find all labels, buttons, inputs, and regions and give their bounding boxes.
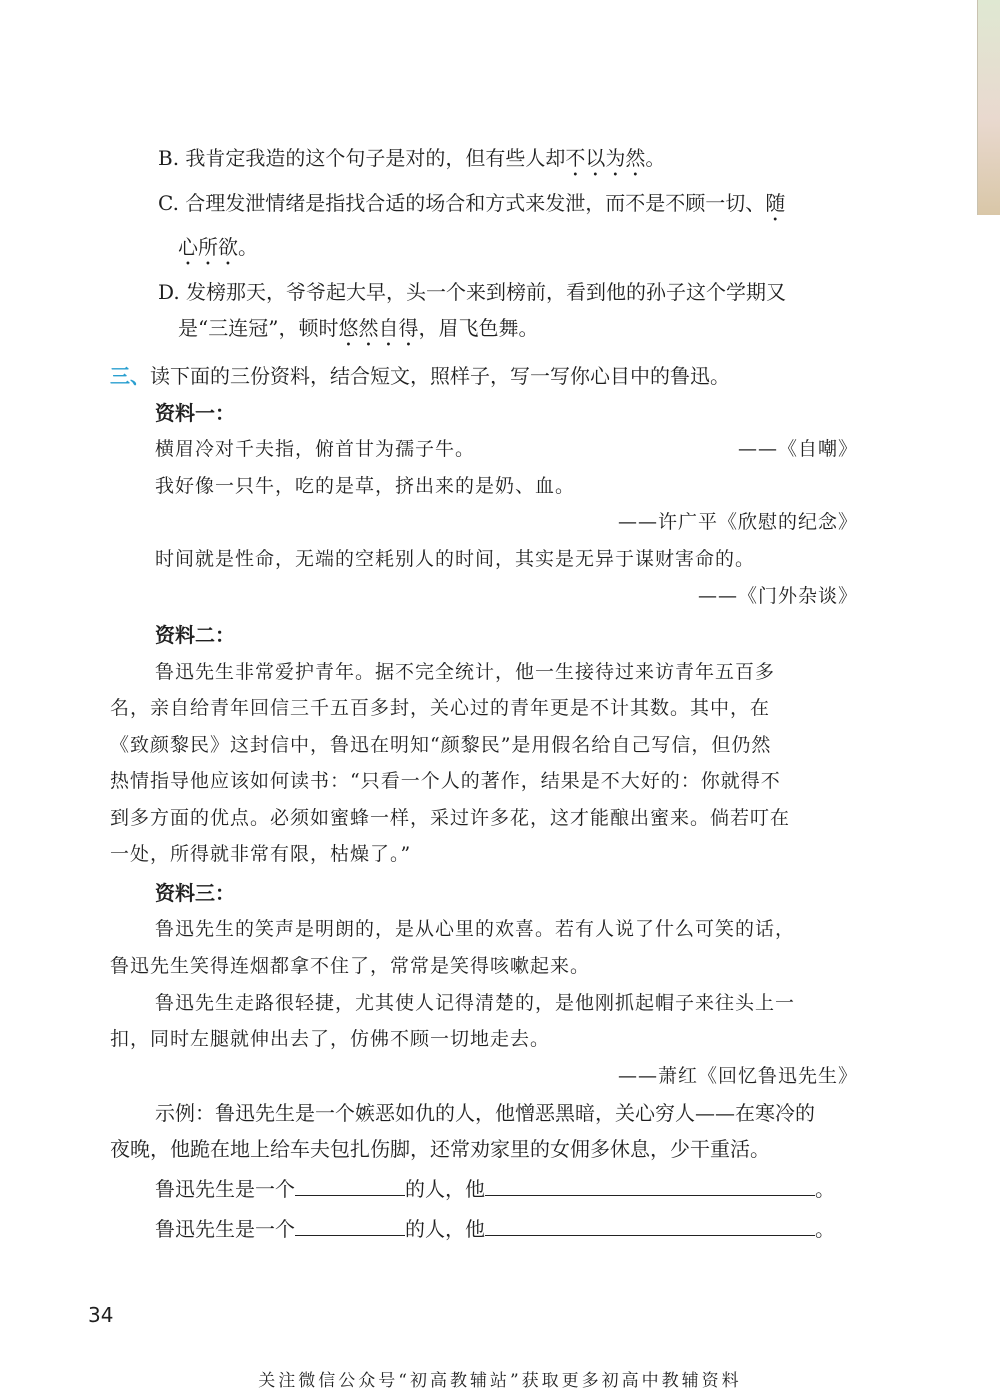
material-3-source: ——萧红《回忆鲁迅先生》 bbox=[617, 1065, 858, 1087]
fill-middle: 的人，他 bbox=[405, 1177, 485, 1201]
answer-blank-detail-1[interactable] bbox=[485, 1173, 815, 1196]
fill-middle: 的人，他 bbox=[405, 1217, 485, 1241]
material-2-line: 名，亲自给青年回信三千五百多封，关心过的青年更是不计其数。其中，在 bbox=[110, 697, 771, 719]
section-number: 三、 bbox=[110, 364, 150, 388]
material-3-line: 鲁迅先生笑得连烟都拿不住了，常常是笑得咳嗽起来。 bbox=[110, 955, 591, 977]
material-2-line: 到多方面的优点。必须如蜜蜂一样，采过许多花，这才能酿出蜜来。倘若叮在 bbox=[110, 807, 791, 829]
option-c-emphasis-2: 心所欲 bbox=[178, 235, 238, 259]
fill-end: 。 bbox=[815, 1177, 835, 1201]
option-c-emphasis: 随 bbox=[765, 191, 786, 215]
option-b-text: B. 我肯定我造的这个句子是对的，但有些人却 bbox=[158, 146, 566, 170]
material-2-label: 资料二： bbox=[155, 623, 235, 647]
option-d-text-2: 是“三连冠”，顿时 bbox=[178, 316, 339, 340]
example-line-2: 夜晚，他跪在地上给车夫包扎伤脚，还常劝家里的女佣多休息，少干重活。 bbox=[110, 1137, 770, 1161]
fill-prefix: 鲁迅先生是一个 bbox=[155, 1217, 295, 1241]
material-1-label: 资料一： bbox=[155, 401, 235, 425]
page-number: 34 bbox=[88, 1303, 114, 1327]
example-line-1: 示例：鲁迅先生是一个嫉恶如仇的人，他憎恶黑暗，关心穷人——在寒冷的 bbox=[155, 1101, 815, 1125]
option-b-end: 。 bbox=[645, 146, 666, 170]
answer-blank-detail-2[interactable] bbox=[485, 1213, 815, 1236]
option-b bbox=[158, 143, 665, 181]
option-b-emphasis: 不以为然 bbox=[565, 146, 646, 170]
material-2-line: 鲁迅先生非常爱护青年。据不完全统计，他一生接待过来访青年五百多 bbox=[155, 661, 776, 683]
material-1-source-1: ——《自嘲》 bbox=[737, 438, 858, 460]
material-2-line: 热情指导他应该如何读书：“只看一个人的著作，结果是不大好的：你就得不 bbox=[110, 770, 781, 792]
option-c-text: C. 合理发泄情绪是指找合适的场合和方式来发泄，而不是不顾一切、 bbox=[158, 191, 766, 215]
option-d bbox=[158, 277, 786, 307]
option-d-end: ，眉飞色舞。 bbox=[418, 316, 539, 340]
option-c-line2 bbox=[178, 232, 258, 270]
material-3-line: 扣，同时左腿就伸出去了，仿佛不顾一切地走去。 bbox=[110, 1028, 551, 1050]
fill-end: 。 bbox=[815, 1217, 835, 1241]
fill-line-1 bbox=[155, 1173, 835, 1204]
option-d-line2 bbox=[178, 313, 538, 351]
section-prompt-text: 读下面的三份资料，结合短文，照样子，写一写你心目中的鲁迅。 bbox=[150, 364, 730, 388]
material-2-line: 一处，所得就非常有限，枯燥了。” bbox=[110, 843, 412, 865]
answer-blank-trait-2[interactable] bbox=[295, 1213, 405, 1236]
option-c bbox=[158, 188, 785, 226]
material-3-line: 鲁迅先生的笑声是明朗的，是从心里的欢喜。若有人说了什么可笑的话， bbox=[155, 918, 796, 940]
fill-prefix: 鲁迅先生是一个 bbox=[155, 1177, 295, 1201]
material-2-line: 《致颜黎民》这封信中，鲁迅在明知“颜黎民”是用假名给自己写信，但仍然 bbox=[110, 734, 772, 756]
option-c-end: 。 bbox=[238, 235, 258, 259]
material-1-quote-3: 时间就是性命，无端的空耗别人的时间，其实是无异于谋财害命的。 bbox=[155, 548, 756, 570]
material-1-quote-1: 横眉冷对千夫指，俯首甘为孺子牛。 bbox=[155, 438, 476, 460]
option-d-emphasis: 悠然自得 bbox=[338, 316, 419, 340]
section-3-prompt bbox=[110, 361, 730, 391]
material-3-line: 鲁迅先生走路很轻捷，尤其使人记得清楚的，是他刚抓起帽子来往头上一 bbox=[155, 992, 796, 1014]
answer-blank-trait-1[interactable] bbox=[295, 1173, 405, 1196]
fill-line-2 bbox=[155, 1213, 835, 1244]
material-1-quote-2: 我好像一只牛，吃的是草，挤出来的是奶、血。 bbox=[155, 475, 576, 497]
material-1-source-2: ——许广平《欣慰的纪念》 bbox=[617, 511, 858, 533]
material-1-source-3: ——《门外杂谈》 bbox=[697, 585, 858, 607]
option-d-text: D. 发榜那天，爷爷起大早，头一个来到榜前，看到他的孙子这个学期又 bbox=[158, 280, 787, 304]
footer-note: 关注微信公众号“初高教辅站”获取更多初高中教辅资料 bbox=[258, 1371, 742, 1391]
material-3-label: 资料三： bbox=[155, 881, 235, 905]
